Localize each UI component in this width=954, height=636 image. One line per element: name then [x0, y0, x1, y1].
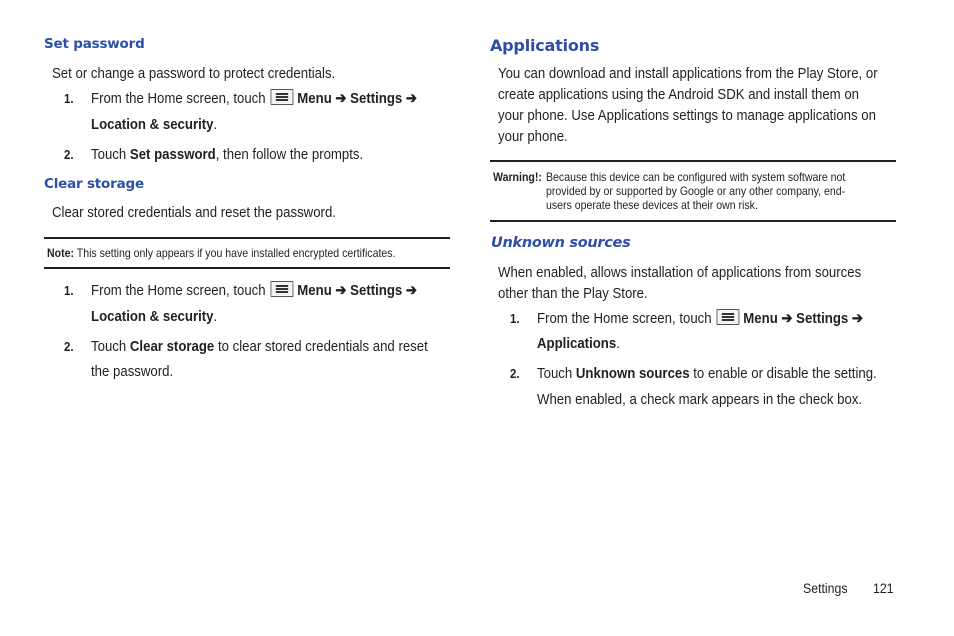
- applications-heading: Applications: [490, 36, 600, 55]
- warning-bottom-rule: [490, 220, 896, 222]
- note-top-rule: [44, 237, 450, 239]
- applications-desc-line-4: your phone.: [498, 128, 568, 145]
- menu-icon: [271, 281, 294, 297]
- applications-desc-line-3: your phone. Use Applications settings to manage applications on: [498, 107, 876, 124]
- menu-icon: [717, 309, 740, 325]
- note-bottom-rule: [44, 267, 450, 269]
- note-box: [47, 246, 443, 260]
- warning-line-2: provided by or supported by Google or any other company, end-: [546, 184, 846, 198]
- unknown-sources-heading: Unknown sources: [491, 235, 631, 251]
- set-password-description: Set or change a password to protect credentials.: [52, 65, 336, 82]
- set-password-step-2-number: 2.: [64, 147, 74, 162]
- unknown-sources-step-1-target: Applications.: [537, 335, 620, 352]
- unknown-sources-step-1-number: 1.: [510, 311, 520, 326]
- page-number: 121: [873, 580, 894, 596]
- set-password-step-1: [64, 88, 75, 109]
- clear-storage-step-2: Touch Clear storage to clear stored credentials and reset: [91, 338, 428, 355]
- unknown-sources-desc-line-1: When enabled, allows installation of applications from sources: [498, 264, 862, 281]
- set-password-step-2: Touch Set password, then follow the prompts.: [91, 146, 364, 163]
- unknown-sources-step-2-number: 2.: [510, 366, 520, 381]
- unknown-sources-step-2: Touch Unknown sources to enable or disable the setting.: [537, 365, 877, 382]
- warning-top-rule: [490, 160, 896, 162]
- clear-storage-step-1: From the Home screen, touch Menu ➔ Settings ➔: [91, 282, 417, 299]
- footer-section: Settings: [803, 580, 848, 596]
- menu-icon: [271, 89, 294, 105]
- note-label: Note:: [47, 246, 74, 260]
- applications-desc-line-1: You can download and install applications from the Play Store, or: [498, 65, 878, 82]
- clear-storage-description: Clear stored credentials and reset the password.: [52, 204, 336, 221]
- clear-storage-step-1-target: Location & security.: [91, 308, 218, 325]
- warning-line-1: Because this device can be configured with system software not: [546, 170, 846, 184]
- set-password-heading: Set password: [44, 36, 145, 52]
- unknown-sources-step-2-line-2: When enabled, a check mark appears in the check box.: [537, 391, 863, 408]
- clear-storage-step-2-line-2: the password.: [91, 363, 174, 380]
- unknown-sources-step-1: From the Home screen, touch Menu ➔ Settings ➔: [537, 310, 863, 327]
- clear-storage-step-1-number: 1.: [64, 283, 74, 298]
- note-text: This setting only appears if you have installed encrypted certificates.: [76, 246, 396, 260]
- clear-storage-heading: Clear storage: [44, 176, 144, 192]
- applications-desc-line-2: create applications using the Android SDK and install them on: [498, 86, 860, 103]
- warning-label: Warning!:: [493, 170, 542, 184]
- set-password-step-1-text: From the Home screen, touch Menu ➔ Settings ➔: [91, 90, 417, 107]
- unknown-sources-desc-line-2: other than the Play Store.: [498, 285, 648, 302]
- warning-line-3: users operate these devices at their own risk.: [546, 198, 758, 212]
- clear-storage-step-2-number: 2.: [64, 339, 74, 354]
- set-password-step-1-target: Location & security.: [91, 116, 218, 133]
- step-number: 1.: [64, 91, 74, 106]
